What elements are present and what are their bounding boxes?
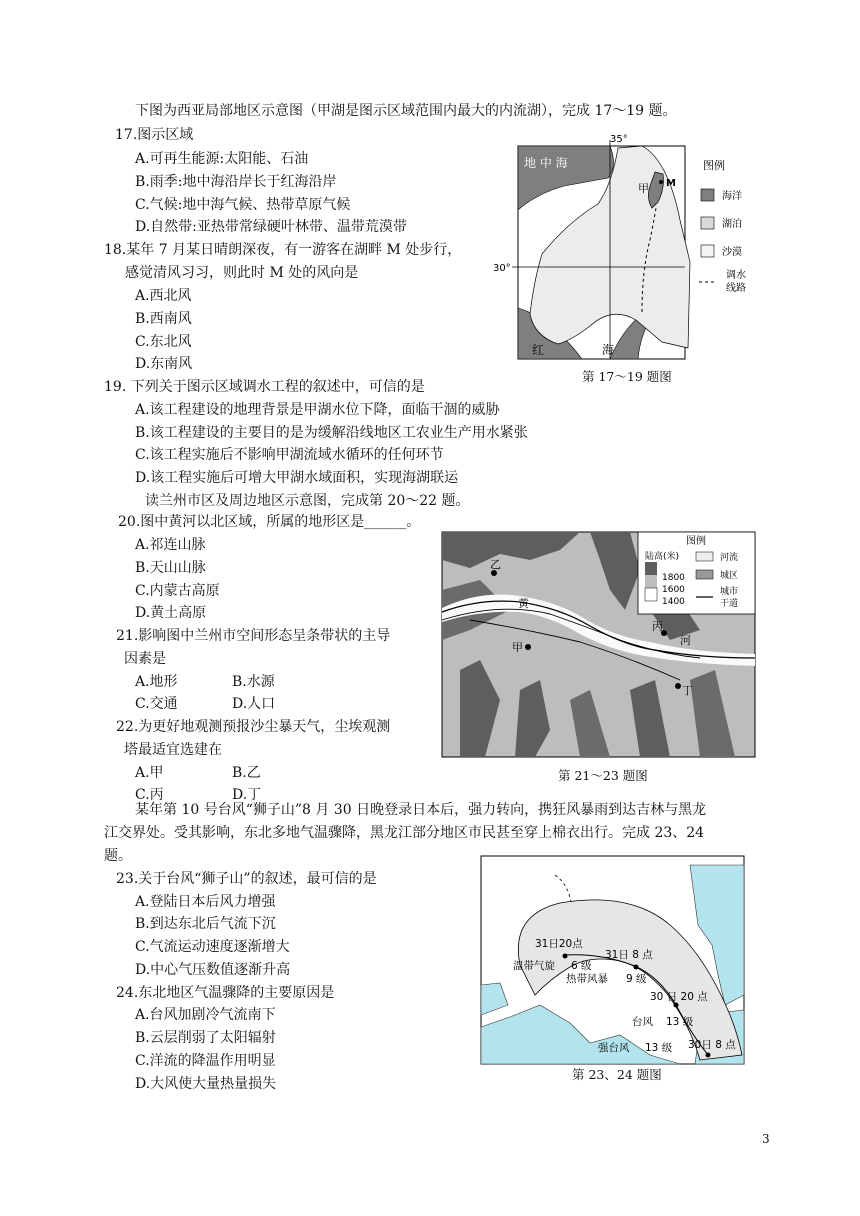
q18-option-c: C.东北风 bbox=[135, 334, 192, 350]
q17-option-d: D.自然带:亚热带常绿硬叶林带、温带荒漠带 bbox=[135, 219, 407, 235]
q24-option-c: C.洋流的降温作用明显 bbox=[135, 1053, 276, 1069]
q24-option-d: D.大风使大量热量损失 bbox=[135, 1076, 277, 1092]
label-31d20: 31日20点 bbox=[535, 938, 583, 950]
q21-option-d: D.人口 bbox=[232, 696, 276, 712]
label-30d8: 30日 8 点 bbox=[688, 1039, 736, 1051]
lake-label: 甲 bbox=[638, 182, 649, 195]
q23-stem: 23.关于台风“狮子山”的叙述，最可信的是 bbox=[116, 871, 377, 887]
q22-option-d: D.丁 bbox=[232, 787, 262, 803]
q22-stem-line1: 22.为更好地观测预报沙尘暴天气，尘埃观测 bbox=[116, 719, 391, 735]
q23-option-d: D.中心气压数值逐渐升高 bbox=[135, 962, 291, 978]
lat-label-30: 30° bbox=[493, 263, 511, 274]
q17-stem: 17.图示区域 bbox=[115, 127, 194, 143]
river-label-2: 河 bbox=[680, 634, 691, 647]
q17-option-c: C.气候:地中海气候、热带草原气候 bbox=[135, 197, 351, 213]
q19-option-c: C.该工程实施后不影响甲湖流域水循环的任何环节 bbox=[135, 447, 444, 463]
q23-option-b: B.到达东北后气流下沉 bbox=[135, 916, 276, 932]
river-label-1: 黄 bbox=[518, 597, 529, 610]
page-number: 3 bbox=[762, 1132, 770, 1146]
point-m bbox=[659, 180, 663, 184]
red-sea-label-2: 海 bbox=[602, 343, 615, 357]
q24-stem: 24.东北地区气温骤降的主要原因是 bbox=[116, 985, 335, 1001]
q20-option-b: B.天山山脉 bbox=[135, 560, 206, 576]
intro-23-24-line3: 题。 bbox=[104, 848, 132, 864]
q22-stem-line2: 塔最适宜选建在 bbox=[124, 742, 222, 758]
q22-option-a: A.甲 bbox=[135, 765, 164, 781]
q21-option-c: C.交通 bbox=[135, 696, 178, 712]
label-tropical-storm: 热带风暴 bbox=[566, 973, 608, 985]
med-sea-label: 地 中 海 bbox=[524, 156, 568, 170]
q19-option-d: D.该工程实施后可增大甲湖水域面积，实现海湖联运 bbox=[135, 470, 459, 486]
q20-option-a: A.祁连山脉 bbox=[135, 537, 206, 553]
q21-option-b: B.水源 bbox=[232, 674, 275, 690]
place-yi: 乙 bbox=[490, 558, 501, 571]
map3-caption: 第 23、24 题图 bbox=[572, 1067, 662, 1082]
legend-lake: 湖泊 bbox=[722, 219, 742, 230]
legend-river: 河流 bbox=[720, 553, 739, 563]
legend-swatch-ocean bbox=[701, 189, 714, 201]
label-31d8: 31日 8 点 bbox=[605, 949, 653, 961]
map1-caption: 第 17～19 题图 bbox=[582, 369, 672, 384]
legend-city: 城市 bbox=[720, 587, 739, 597]
q18-stem-line1: 18.某年 7 月某日晴朗深夜，有一游客在湖畔 M 处步行， bbox=[104, 242, 462, 258]
legend-title: 图例 bbox=[703, 159, 725, 172]
map-typhoon-track bbox=[480, 855, 748, 1067]
intro-17-19: 下图为西亚局部地区示意图（甲湖是图示区域范围内最大的内流湖），完成 17～19 题。 bbox=[135, 103, 677, 119]
legend-road: 干道 bbox=[720, 599, 739, 609]
legend-elev-1400: 1400 bbox=[662, 597, 685, 607]
legend-line-1: 调水 bbox=[726, 270, 746, 281]
q21-option-a: A.地形 bbox=[135, 674, 178, 690]
legend-swatch-desert bbox=[701, 245, 714, 257]
legend-swatch-lake bbox=[701, 217, 714, 229]
label-level-13-b: 13 级 bbox=[645, 1042, 673, 1054]
legend-title-2: 图例 bbox=[686, 536, 706, 547]
map-west-asia bbox=[490, 130, 760, 395]
map-lanzhou bbox=[440, 530, 758, 760]
q18-stem-line2: 感觉清风习习，则此时 M 处的风向是 bbox=[125, 265, 359, 281]
label-temperate-cyclone: 温带气旋 bbox=[513, 960, 555, 972]
label-30d20: 30 日 20 点 bbox=[650, 991, 708, 1003]
intro-20-22: 读兰州市区及周边地区示意图，完成第 20～22 题。 bbox=[145, 493, 470, 509]
place-ding: 丁 bbox=[682, 684, 693, 697]
legend-elev-1600: 1600 bbox=[662, 585, 685, 595]
q17-option-a: A.可再生能源:太阳能、石油 bbox=[135, 151, 309, 167]
legend-ocean: 海洋 bbox=[722, 191, 742, 202]
q22-option-c: C.丙 bbox=[135, 787, 164, 803]
q19-option-a: A.该工程建设的地理背景是甲湖水位下降，面临干涸的威胁 bbox=[135, 402, 500, 418]
map2-caption: 第 21～23 题图 bbox=[558, 768, 648, 783]
q17-option-b: B.雨季:地中海沿岸长于红海沿岸 bbox=[135, 174, 337, 190]
q20-option-d: D.黄土高原 bbox=[135, 605, 207, 621]
legend-urban: 城区 bbox=[720, 571, 739, 581]
q18-option-b: B.西南风 bbox=[135, 311, 192, 327]
q20-option-c: C.内蒙古高原 bbox=[135, 583, 220, 599]
q21-stem-line2: 因素是 bbox=[124, 651, 166, 667]
intro-23-24-line1: 某年第 10 号台风“狮子山”8 月 30 日晚登录日本后，强力转向，携狂风暴雨到达吉林与黑龙 bbox=[135, 802, 707, 818]
legend-elev-header: 陆高(米) bbox=[645, 552, 680, 562]
q19-option-b: B.该工程建设的主要目的是为缓解沿线地区工农业生产用水紧张 bbox=[135, 425, 528, 441]
red-sea-label-1: 红 bbox=[532, 343, 545, 357]
lat-label-35: 35° bbox=[610, 134, 628, 145]
q23-option-c: C.气流运动速度逐渐增大 bbox=[135, 939, 290, 955]
label-typhoon: 台风 bbox=[632, 1016, 653, 1028]
point-m-label: M bbox=[666, 178, 676, 189]
place-jia: 甲 bbox=[512, 641, 523, 654]
legend-line-2: 线路 bbox=[726, 283, 746, 294]
label-level-9: 9 级 bbox=[626, 973, 647, 985]
q22-option-b: B.乙 bbox=[232, 765, 261, 781]
intro-23-24-line2: 江交界处。受其影响，东北多地气温骤降，黑龙江部分地区市民甚至穿上棉衣出行。完成 23、24 bbox=[104, 825, 705, 841]
place-bing: 丙 bbox=[652, 620, 663, 633]
legend-desert: 沙漠 bbox=[722, 247, 742, 258]
q24-option-a: A.台风加剧冷气流南下 bbox=[135, 1007, 276, 1023]
q21-stem-line1: 21.影响图中兰州市空间形态呈条带状的主导 bbox=[116, 628, 391, 644]
q19-stem: 19. 下列关于图示区域调水工程的叙述中，可信的是 bbox=[104, 379, 425, 395]
q18-option-a: A.西北风 bbox=[135, 288, 192, 304]
label-super-typhoon: 强台风 bbox=[598, 1042, 630, 1054]
q18-option-d: D.东南风 bbox=[135, 356, 193, 372]
label-level-6: 6 级 bbox=[571, 960, 592, 972]
q23-option-a: A.登陆日本后风力增强 bbox=[135, 894, 276, 910]
q20-stem: 20.图中黄河以北区域，所属的地形区是______。 bbox=[118, 514, 421, 530]
q24-option-b: B.云层削弱了太阳辐射 bbox=[135, 1030, 276, 1046]
label-level-13-a: 13 级 bbox=[666, 1016, 694, 1028]
legend-elev-1800: 1800 bbox=[662, 573, 685, 583]
